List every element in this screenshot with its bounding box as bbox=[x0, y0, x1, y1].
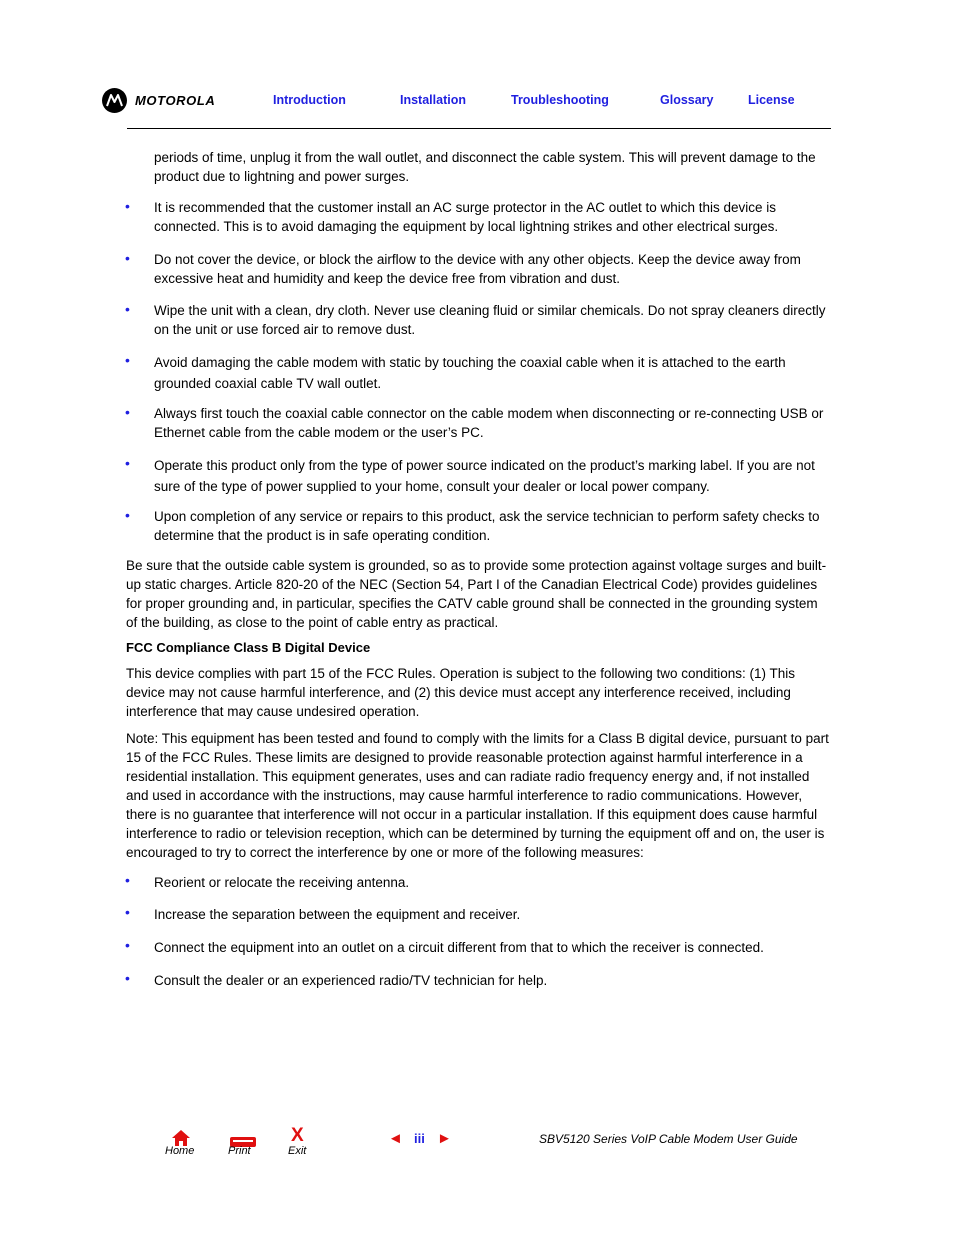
measure-item: Reorient or relocate the receiving antenna. bbox=[154, 875, 410, 890]
nav-license[interactable]: License bbox=[748, 93, 795, 107]
nav-troubleshooting[interactable]: Troubleshooting bbox=[511, 93, 609, 107]
header-divider bbox=[127, 128, 831, 129]
motorola-logo bbox=[102, 88, 215, 113]
safety-item: Do not cover the device, or block the airflow to the device with any other objects. Keep the device away from excessive heat and humidity and keep the device free from vibration and dust. bbox=[154, 252, 801, 286]
safety-item: Wipe the unit with a clean, dry cloth. Never use cleaning fluid or similar chemicals. Do not spray cleaners directly on the unit or use forced air to remove dust. bbox=[154, 303, 826, 337]
grounding-paragraph: Be sure that the outside cable system is grounded, so as to provide some protection against voltage surges and built-up static charges. Article 820-20 of the NEC (Section 54, Part I of the Canadian Electrical Code) provides guidelines for proper grounding and, in particular, specifies the CATV cable ground shall be connected in the grounding system of the building, as close to the point of cable entry as practical. bbox=[126, 558, 827, 630]
previous-page-arrow-icon[interactable]: ◄ bbox=[388, 1130, 403, 1147]
bullet-icon: • bbox=[125, 872, 130, 888]
bullet-icon: • bbox=[125, 352, 130, 368]
exit-label[interactable]: Exit bbox=[288, 1145, 307, 1157]
safety-item: Upon completion of any service or repairs to this product, ask the service technician to perform safety checks to determine that the product is in safe operating condition. bbox=[154, 509, 820, 543]
measure-item: Consult the dealer or an experienced radio/TV technician for help. bbox=[154, 973, 548, 988]
measure-item: Increase the separation between the equipment and receiver. bbox=[154, 907, 521, 922]
continued-paragraph: periods of time, unplug it from the wall outlet, and disconnect the cable system. This will prevent damage to the product due to lightning and power surges. bbox=[154, 150, 816, 184]
nav-glossary[interactable]: Glossary bbox=[660, 93, 714, 107]
safety-item: Operate this product only from the type of power source indicated on the product’s marking label. If you are not sure of the type of power supplied to your home, consult your dealer or local power company. bbox=[154, 458, 815, 494]
bullet-icon: • bbox=[125, 937, 130, 953]
nav-introduction[interactable]: Introduction bbox=[273, 93, 346, 107]
bullet-icon: • bbox=[125, 507, 130, 523]
safety-item: It is recommended that the customer install an AC surge protector in the AC outlet to which this device is connected. This is to avoid damaging the equipment by local lightning strikes and other electrical surges. bbox=[154, 200, 779, 234]
guide-title: SBV5120 Series VoIP Cable Modem User Guide bbox=[539, 1132, 798, 1146]
motorola-batwing-icon bbox=[102, 88, 127, 113]
safety-item: Avoid damaging the cable modem with static by touching the coaxial cable when it is attached to the earth grounded coaxial cable TV wall outlet. bbox=[154, 355, 786, 391]
bullet-icon: • bbox=[125, 404, 130, 420]
bullet-icon: • bbox=[125, 250, 130, 266]
bullet-icon: • bbox=[125, 904, 130, 920]
nav-installation[interactable]: Installation bbox=[400, 93, 466, 107]
print-label[interactable]: Print bbox=[228, 1145, 251, 1157]
fcc-heading: FCC Compliance Class B Digital Device bbox=[126, 640, 371, 655]
bullet-icon: • bbox=[125, 455, 130, 471]
measure-item: Connect the equipment into an outlet on a circuit different from that to which the receiver is connected. bbox=[154, 940, 764, 955]
bullet-icon: • bbox=[125, 198, 130, 214]
page-number: iii bbox=[414, 1131, 425, 1146]
brand-name: MOTOROLA bbox=[135, 93, 216, 108]
exit-icon[interactable]: X bbox=[291, 1125, 304, 1146]
home-label[interactable]: Home bbox=[165, 1145, 195, 1157]
safety-item: Always first touch the coaxial cable connector on the cable modem when disconnecting or re-connecting USB or Ethernet cable from the cable modem or the user’s PC. bbox=[154, 406, 824, 440]
bullet-icon: • bbox=[125, 970, 130, 986]
note-paragraph: Note: This equipment has been tested and found to comply with the limits for a Class B digital device, pursuant to part 15 of the FCC Rules. These limits are designed to provide reasonable protection against harmful interference in a residential installation. This equipment generates, uses and can radiate radio frequency energy and, if not installed and used in accordance with the instructions, may cause harmful interference to radio communications. However, there is no guarantee that interference will not occur in a particular installation. If this equipment does cause harmful interference to radio or television reception, which can be determined by turning the equipment off and on, the user is encouraged to try to correct the interference by one or more of the following measures: bbox=[126, 731, 829, 860]
next-page-arrow-icon[interactable]: ► bbox=[437, 1130, 452, 1147]
fcc-paragraph: This device complies with part 15 of the FCC Rules. Operation is subject to the following two conditions: (1) This device may not cause harmful interference, and (2) this device must accept any interference received, including interference that may cause undesired operation. bbox=[126, 666, 796, 719]
bullet-icon: • bbox=[125, 301, 130, 317]
